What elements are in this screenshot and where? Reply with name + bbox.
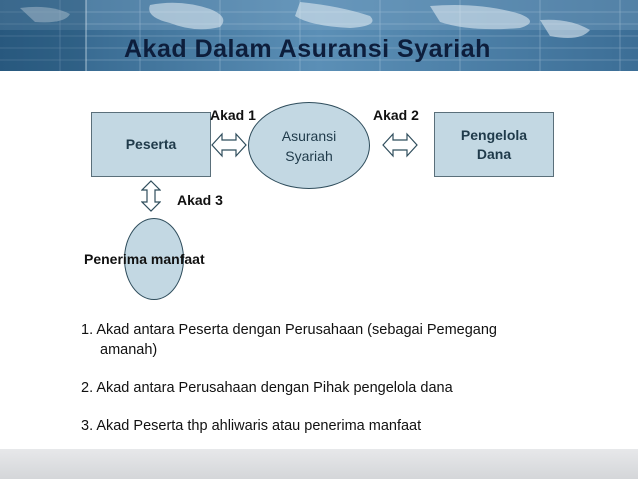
page-title: Akad Dalam Asuransi Syariah <box>124 35 491 63</box>
list-item-1-line-2: amanah) <box>100 342 158 358</box>
list-item-1-line-1: 1. Akad antara Peserta dengan Perusahaan (sebagai Pemegang <box>81 322 497 338</box>
footer-bar <box>0 449 638 479</box>
akad-list <box>81 320 497 436</box>
akad-2-label: Akad 2 <box>373 107 419 123</box>
asuransi-label-line1: Asuransi <box>281 127 337 144</box>
akad-1-label: Akad 1 <box>210 107 256 123</box>
akad-2-double-arrow-icon <box>382 132 418 158</box>
pengelola-label-line2: Dana <box>476 145 512 162</box>
pengelola-dana-box <box>434 112 554 177</box>
akad-1-double-arrow-icon <box>211 132 247 158</box>
penerima-manfaat-label: Penerima manfaat <box>84 251 205 267</box>
peserta-label: Peserta <box>125 136 177 152</box>
asuransi-syariah-ellipse <box>248 102 370 189</box>
list-item-3: 3. Akad Peserta thp ahliwaris atau penerima manfaat <box>81 418 422 434</box>
header-banner <box>0 0 638 71</box>
pengelola-label-line1: Pengelola <box>460 126 528 143</box>
peserta-box <box>91 112 211 177</box>
akad-3-double-arrow-icon <box>141 180 161 212</box>
list-item-2: 2. Akad antara Perusahaan dengan Pihak pengelola dana <box>81 380 453 396</box>
akad-3-label: Akad 3 <box>177 192 223 208</box>
asuransi-label-line2: Syariah <box>285 147 333 164</box>
